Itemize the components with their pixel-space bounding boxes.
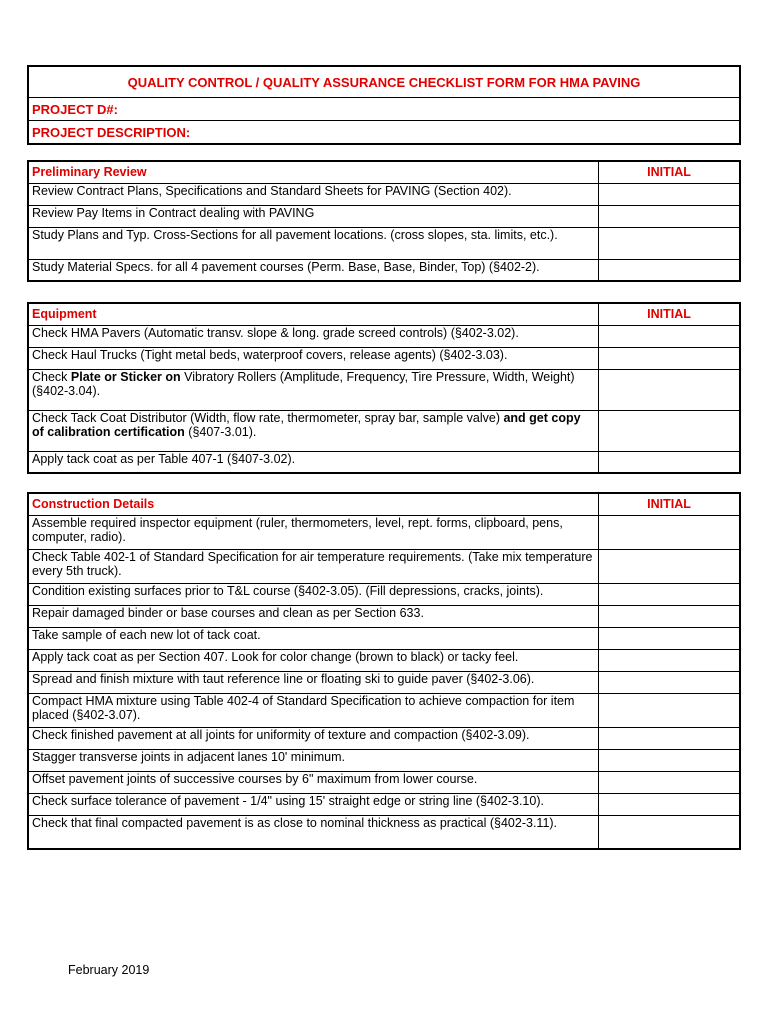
initial-cell[interactable]: [599, 451, 741, 473]
preliminary-review-table: [27, 160, 741, 282]
footer-date: February 2019: [68, 963, 150, 977]
checklist-item-text: Condition existing surfaces prior to T&L course (§402-3.05). (Fill depressions, cracks, joints).: [28, 583, 599, 605]
checklist-row: [28, 369, 740, 410]
checklist-row: [28, 549, 740, 583]
checklist-item-text: Review Pay Items in Contract dealing with PAVING: [28, 205, 599, 227]
checklist-item-text: Offset pavement joints of successive courses by 6" maximum from lower course.: [28, 771, 599, 793]
section-title-preliminary: Preliminary Review: [28, 161, 599, 183]
initial-cell[interactable]: [599, 815, 741, 849]
equipment-table: [27, 302, 741, 474]
checklist-row: [28, 627, 740, 649]
form-header: [27, 65, 741, 145]
project-number-label: PROJECT D#:: [29, 98, 739, 121]
checklist-item-text: [28, 369, 599, 410]
checklist-item-text: [28, 410, 599, 451]
checklist-item-text: Review Contract Plans, Specifications and Standard Sheets for PAVING (Section 402).: [28, 183, 599, 205]
checklist-row: [28, 583, 740, 605]
item-text-part: Check Tack Coat Distributor (Width, flow rate, thermometer, spray bar, sample valve): [32, 410, 504, 425]
initial-cell[interactable]: [599, 583, 741, 605]
initial-cell[interactable]: [599, 649, 741, 671]
initial-cell[interactable]: [599, 369, 741, 410]
checklist-item-text: Stagger transverse joints in adjacent lanes 10' minimum.: [28, 749, 599, 771]
checklist-item-text: Check Table 402-1 of Standard Specification for air temperature requirements. (Take mix temperature every 5th truck).: [28, 549, 599, 583]
checklist-row: [28, 693, 740, 727]
item-text-part: (§407-3.01).: [184, 424, 257, 439]
construction-details-table: [27, 492, 741, 850]
checklist-row: [28, 183, 740, 205]
form-title: QUALITY CONTROL / QUALITY ASSURANCE CHECKLIST FORM FOR HMA PAVING: [29, 67, 739, 98]
project-description-label: PROJECT DESCRIPTION:: [32, 124, 191, 140]
initial-cell[interactable]: [599, 325, 741, 347]
checklist-item-text: Apply tack coat as per Table 407-1 (§407-3.02).: [28, 451, 599, 473]
initial-cell[interactable]: [599, 347, 741, 369]
initial-cell[interactable]: [599, 749, 741, 771]
checklist-item-text: Repair damaged binder or base courses and clean as per Section 633.: [28, 605, 599, 627]
initial-cell[interactable]: [599, 693, 741, 727]
initial-cell[interactable]: [599, 183, 741, 205]
checklist-item-text: Check that final compacted pavement is as close to nominal thickness as practical (§402-3.11).: [28, 815, 599, 849]
initial-cell[interactable]: [599, 605, 741, 627]
checklist-row: [28, 727, 740, 749]
initial-cell[interactable]: [599, 727, 741, 749]
section-title-construction: Construction Details: [28, 493, 599, 515]
checklist-row: [28, 749, 740, 771]
initial-cell[interactable]: [599, 793, 741, 815]
checklist-row: [28, 410, 740, 451]
initial-cell[interactable]: [599, 549, 741, 583]
checklist-item-text: Study Plans and Typ. Cross-Sections for all pavement locations. (cross slopes, sta. limits, etc.).: [28, 227, 599, 259]
initial-header: INITIAL: [599, 303, 741, 325]
checklist-row: [28, 515, 740, 549]
checklist-item-text: Spread and finish mixture with taut reference line or floating ski to guide paver (§402-3.06).: [28, 671, 599, 693]
checklist-item-text: Check surface tolerance of pavement - 1/4" using 15' straight edge or string line (§402-3.10).: [28, 793, 599, 815]
initial-cell[interactable]: [599, 205, 741, 227]
checklist-row: [28, 671, 740, 693]
checklist-item-text: Apply tack coat as per Section 407. Look for color change (brown to black) or tacky feel.: [28, 649, 599, 671]
item-text-part: Vibratory Rollers (Amplitude, Frequency, Tire Pressure, Width, Weight) (§402-3.04).: [32, 369, 575, 398]
checklist-item-text: Take sample of each new lot of tack coat.: [28, 627, 599, 649]
checklist-item-text: Check HMA Pavers (Automatic transv. slope & long. grade screed controls) (§402-3.02).: [28, 325, 599, 347]
initial-cell[interactable]: [599, 671, 741, 693]
initial-cell[interactable]: [599, 410, 741, 451]
checklist-row: [28, 605, 740, 627]
checklist-item-text: Assemble required inspector equipment (ruler, thermometers, level, rept. forms, clipboard, pens, computer, radio).: [28, 515, 599, 549]
section-title-equipment: Equipment: [28, 303, 599, 325]
checklist-row: [28, 205, 740, 227]
initial-header: INITIAL: [599, 493, 741, 515]
checklist-item-text: Check Haul Trucks (Tight metal beds, waterproof covers, release agents) (§402-3.03).: [28, 347, 599, 369]
initial-cell[interactable]: [599, 515, 741, 549]
checklist-row: [28, 325, 740, 347]
checklist-item-text: Compact HMA mixture using Table 402-4 of Standard Specification to achieve compaction for item placed (§402-3.07).: [28, 693, 599, 727]
initial-header: INITIAL: [599, 161, 741, 183]
checklist-row: [28, 649, 740, 671]
checklist-row: [28, 793, 740, 815]
initial-cell[interactable]: [599, 259, 741, 281]
checklist-row: [28, 259, 740, 281]
initial-cell[interactable]: [599, 771, 741, 793]
checklist-row: [28, 815, 740, 849]
checklist-row: [28, 451, 740, 473]
checklist-item-text: Check finished pavement at all joints for uniformity of texture and compaction (§402-3.09).: [28, 727, 599, 749]
checklist-item-text: Study Material Specs. for all 4 pavement courses (Perm. Base, Base, Binder, Top) (§402-2).: [28, 259, 599, 281]
initial-cell[interactable]: [599, 627, 741, 649]
checklist-row: [28, 347, 740, 369]
checklist-row: [28, 771, 740, 793]
checklist-row: [28, 227, 740, 259]
item-text-emphasis: Plate or Sticker on: [70, 369, 181, 384]
item-text-emphasis: and get copy of calibration certification: [32, 410, 581, 439]
item-text-part: Check: [32, 369, 71, 384]
initial-cell[interactable]: [599, 227, 741, 259]
